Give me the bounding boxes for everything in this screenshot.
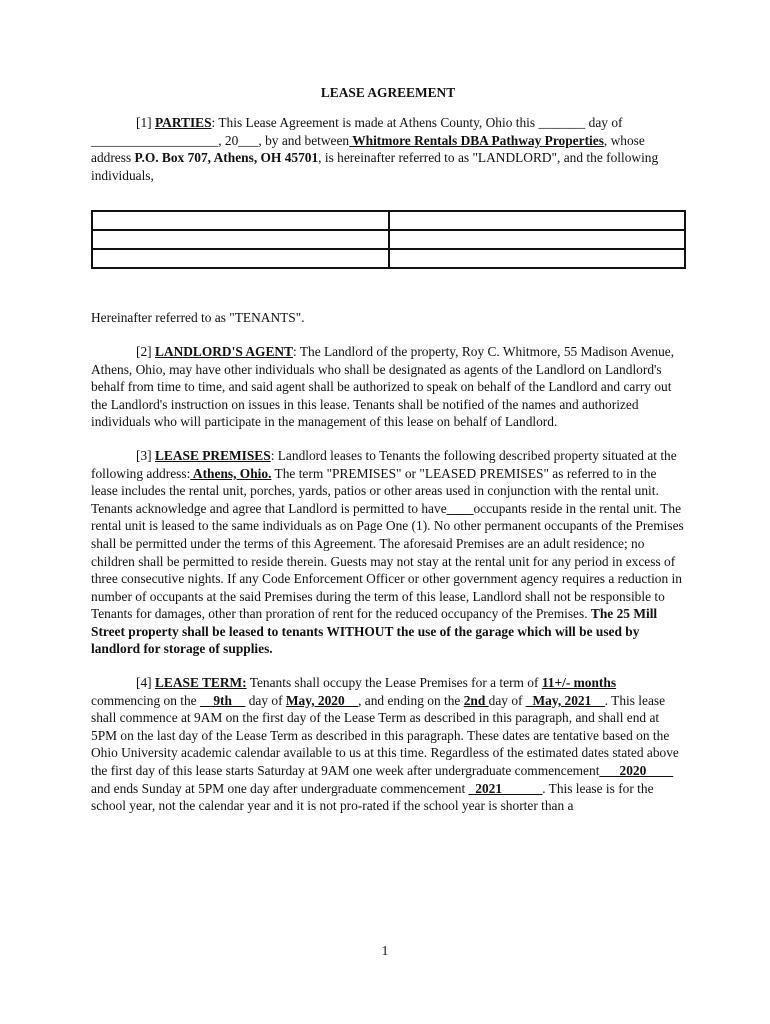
end-year: _2021______ [468,780,543,796]
section-heading: PARTIES [154,115,212,130]
tenant-cell[interactable] [92,211,389,230]
tenant-cell[interactable] [92,249,389,268]
tenant-names-table [91,210,686,269]
landlord-address: P.O. Box 707, Athens, OH 45701 [134,150,319,166]
premises-address: Athens, Ohio. [190,465,272,481]
tenant-cell[interactable] [92,230,389,249]
start-year: ___2020____ [599,763,674,779]
section-lease-premises: [3] LEASE PREMISES: Landlord leases to Tenants the following described property situated at the following address: Athens, Ohio. The term "PREMISES" or "LEASED PREMISES" as referred to in the lease includes the rental unit, porches, yards, patios or other areas used in conjunction with the rental unit. Tenants acknowledge and agree that Landlord is permitted to have____occupants reside in the rental unit. The rental unit is leased to the same individuals as on Page One (1). No other permanent occupants of the Premises shall be permitted under the terms of this Agreement. The aforesaid Premises are an adult residence; no children shall be permitted to reside therein. Guests may not stay at the rental unit for any period in excess of three consecutive nights. If any Code Enforcement Officer or other government agency requires a reduction in number of occupants at the said Premises during the term of this lease, Landlord shall not be responsible to Tenants for damages, other than proration of rent for the reduced occupancy of the Premises. The 25 Mill Street property shall be leased to tenants WITHOUT the use of the garage which will be used by landlord for storage of supplies. [91,447,684,657]
tenant-cell[interactable] [389,211,686,230]
start-day: __9th__ [199,692,246,708]
document-page [91,84,685,815]
end-day: 2nd [463,692,489,708]
tenant-cell[interactable] [389,249,686,268]
occupants-blank: ____ [446,500,474,516]
section-number: [3] [136,447,155,463]
section-lease-term: [4] LEASE TERM: Tenants shall occupy the Lease Premises for a term of 11+/- months commencing on the __9th__ day of May, 2020__, and ending on the 2nd day of _May, 2021__. This lease shall commence at 9AM on the first day of the Lease Term as described in this paragraph, and shall end at 5PM on the last day of the Lease Term as described in this paragraph. These dates are tentative based on the Ohio University academic calendar available to us at this time. Regardless of the estimated dates stated above the first day of this lease starts Saturday at 9AM one week after undergraduate commencement___2020____ and ends Sunday at 5PM one day after undergraduate commencement _2021______. This lease is for the school year, not the calendar year and it is not pro-rated if the school year is shorter than a [91,675,679,814]
section-heading: LANDLORD'S AGENT [154,343,293,359]
page-number: 1 [381,943,389,958]
section-heading: LEASE TERM: [154,675,247,691]
landlord-name: Whitmore Rentals DBA Pathway Properties [349,132,604,148]
garage-note: The 25 Mill Street property shall be leased to tenants WITHOUT the use of the garage which will be used by landlord for storage of supplies. [91,606,658,657]
section-parties: [1] PARTIES: This Lease Agreement is made at Athens County, Ohio this _______ day of ___________________, 20___, by and between Whitmore Rentals DBA Pathway Properties, whose address P.O. Box 707, Athens, OH 45701, is hereinafter referred to as "LANDLORD", and the following individuals, [91,115,659,183]
section-landlords-agent: [2] LANDLORD'S AGENT: The Landlord of the property, Roy C. Whitmore, 55 Madison Avenue, Athens, Ohio, may have other individuals who shall be designated as agents of the Landlord on Landlord's behalf from time to time, and said agent shall be authorized to speak on behalf of the Landlord and carry out the Landlord's instruction on issues in this lease. Tenants shall be notified of the names and authorized individuals who will participate in the management of this lease on behalf of Landlord. [91,343,675,430]
section-number: [1] [136,115,155,130]
tenant-row [92,249,685,268]
document-title: LEASE AGREEMENT [320,85,456,100]
section-heading: LEASE PREMISES [154,447,271,463]
start-month: May, 2020__ [285,692,359,708]
end-month: _May, 2021__ [525,692,605,708]
term-months: 11+/- months [541,675,617,691]
tenant-cell[interactable] [389,230,686,249]
tenant-row [92,230,685,249]
tenants-definition: Hereinafter referred to as "TENANTS". [91,310,305,326]
section-number: [4] [136,675,155,691]
section-number: [2] [136,343,155,359]
tenant-row [92,211,685,230]
